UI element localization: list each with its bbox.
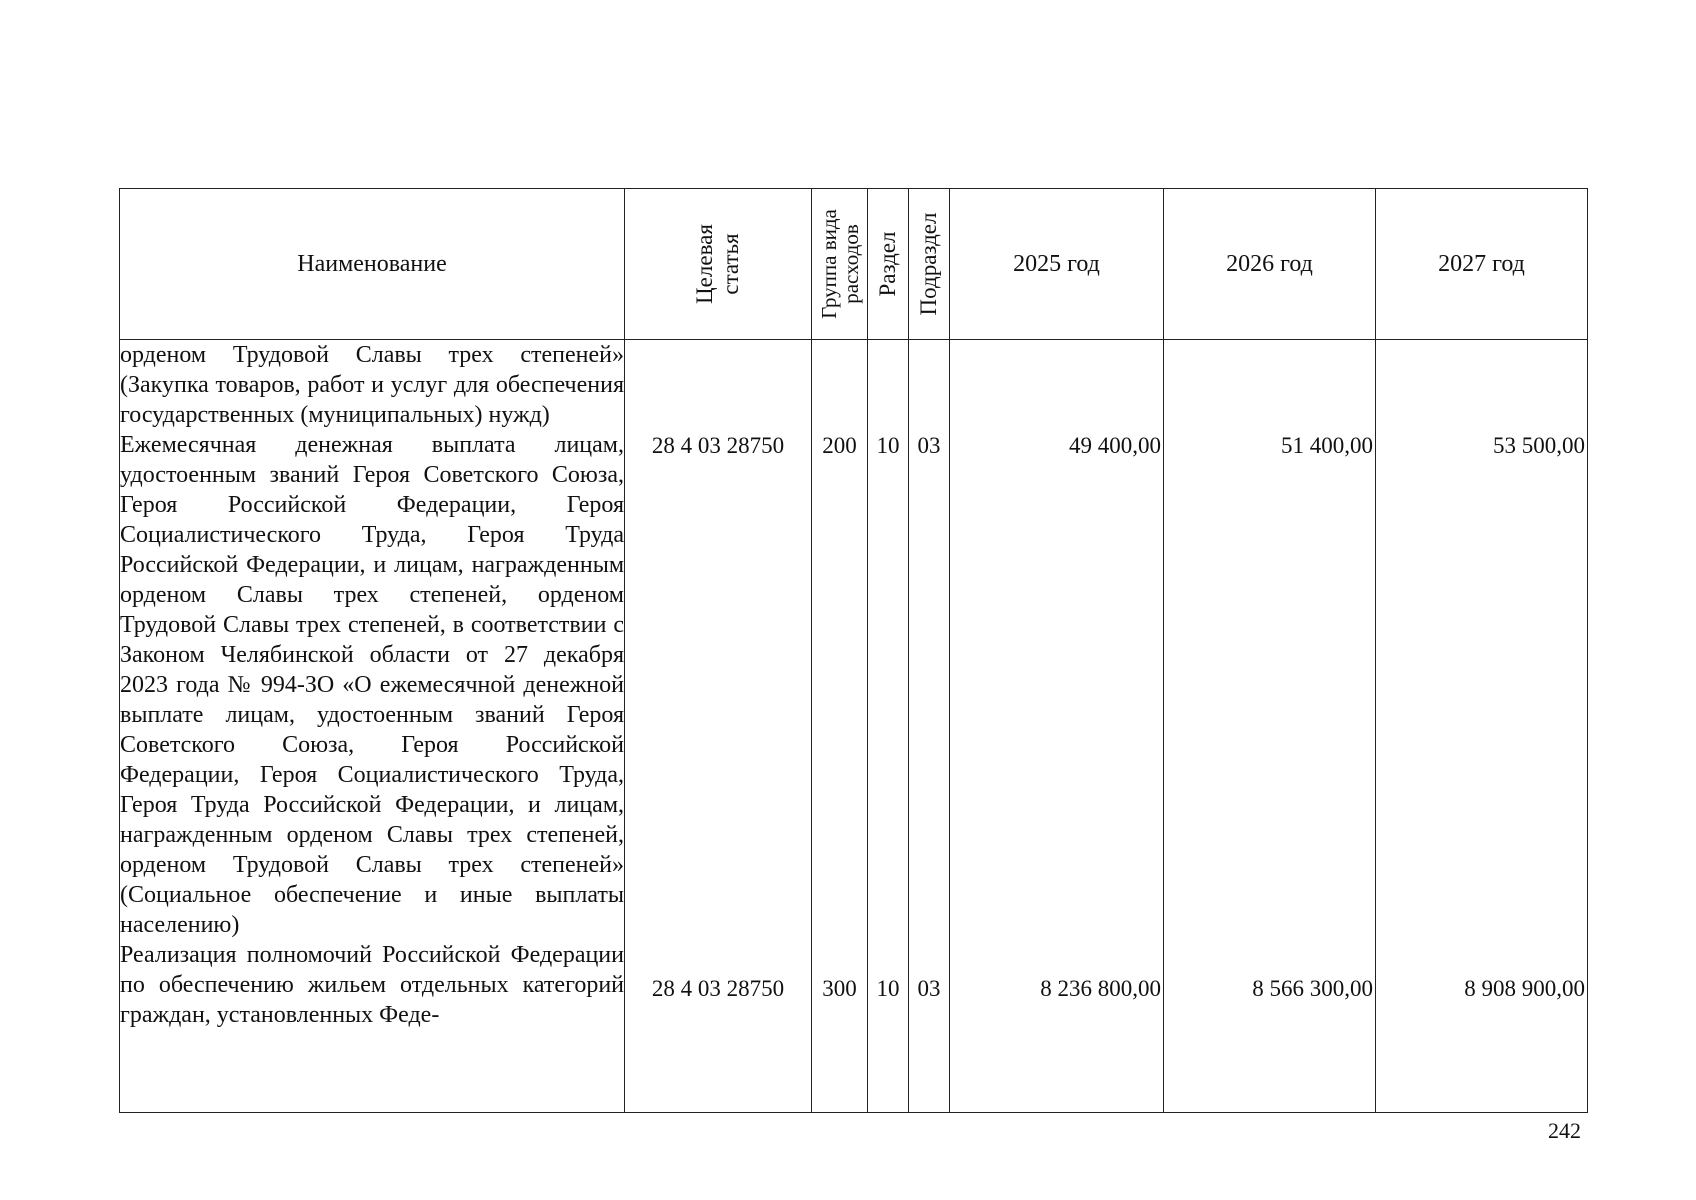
group-column [812,340,868,1113]
header-name: Наименование [120,189,625,340]
header-target [625,189,812,340]
row2-2026: 8 566 300,00 [1252,976,1373,1001]
row2-2025: 8 236 800,00 [1040,976,1161,1001]
budget-table [119,188,1588,1113]
row1-subsection: 03 [917,433,941,458]
row1-section: 10 [876,433,900,458]
header-2027: 2027 год [1376,189,1588,340]
header-row [120,189,1588,340]
header-section [868,189,909,340]
name-paragraph-1: орденом Трудовой Славы трех степеней» (Закупка товаров, работ и услуг для обеспечения государственных (муниципальных) нужд) [120,342,624,428]
header-subsection [909,189,950,340]
header-group [812,189,868,340]
table-row [120,340,1588,1113]
row1-group: 200 [822,433,857,458]
header-group-label: Группа вида расходов [816,209,863,319]
header-2025: 2025 год [950,189,1164,340]
row1-2027: 53 500,00 [1493,433,1585,458]
y2025-column [950,340,1164,1113]
header-target-label: Целевая статья [692,224,743,304]
target-column [625,340,812,1113]
header-2026: 2026 год [1164,189,1376,340]
header-section-label: Раздел [875,231,900,297]
row2-section: 10 [876,976,900,1001]
row2-group: 300 [822,976,857,1001]
subsection-column [909,340,950,1113]
row2-2027: 8 908 900,00 [1464,976,1585,1001]
row1-2026: 51 400,00 [1281,433,1373,458]
y2027-column [1376,340,1588,1113]
name-cell [120,340,625,1113]
name-paragraph-3: Реализация полномочий Российской Федерации по обеспечению жильем отдельных категорий граждан, установленных Феде- [120,942,624,1028]
page-number: 242 [1548,1118,1581,1143]
row1-2025: 49 400,00 [1069,433,1161,458]
section-column [868,340,909,1113]
header-subsection-label: Подраздел [916,212,941,316]
y2026-column [1164,340,1376,1113]
row1-target: 28 4 03 28750 [651,433,785,458]
name-paragraph-2: Ежемесячная денежная выплата лицам, удостоенным званий Героя Советского Союза, Героя Российской Федерации, Героя Социалистического Труда, Героя Труда Российской Федерации, и лицам, награжденным орденом Славы трех степеней, орденом Трудовой Славы трех степеней, в соответствии с Законом Челябинской области от 27 декабря 2023 года № 994-ЗО «О ежемесячной денежной выплате лицам, удостоенным званий Героя Советского Союза, Героя Российской Федерации, Героя Социалистического Труда, Героя Труда Российской Федерации, и лицам, награжденным орденом Славы трех степеней, орденом Трудовой Славы трех степеней» (Социальное обеспечение и иные выплаты населению) [120,432,624,938]
row2-target: 28 4 03 28750 [651,976,785,1001]
row2-subsection: 03 [917,976,941,1001]
